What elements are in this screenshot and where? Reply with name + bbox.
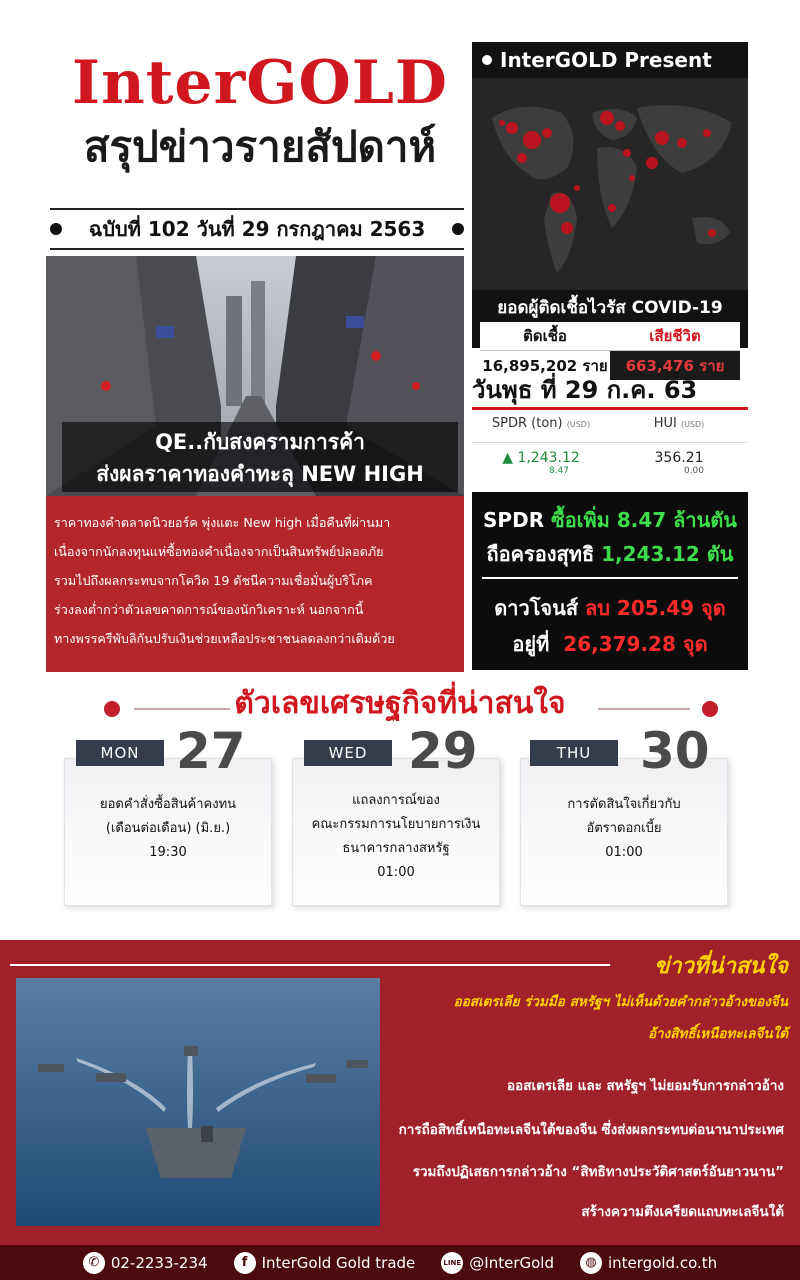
econ-card-thu (520, 758, 728, 906)
econ-card-line: การตัดสินใจเกี่ยวกับ (567, 797, 681, 812)
spdr-change: 8.47 (548, 466, 570, 476)
hui-header: HUI (USD) (653, 416, 705, 431)
bullet-icon (482, 55, 492, 65)
divider (472, 407, 748, 410)
spdr-value: 1,243.12 (517, 450, 580, 466)
story-line: ร่วงลงต่ำกว่าตัวเลขคาดการณ์ของนักวิเคราะห์ นอกจากนี้ (54, 602, 364, 617)
story-headline (62, 422, 458, 492)
footer-phone[interactable]: ✆ 02-2233-234 (83, 1252, 208, 1274)
up-arrow-icon: ▲ (502, 450, 513, 466)
divider (482, 577, 738, 579)
day-number: 27 (176, 722, 246, 780)
econ-card-line: คณะกรรมการนโยบายการเงิน (311, 817, 481, 832)
deaths-label: เสียชีวิต (610, 322, 740, 350)
news-headline-1: ออสเตรเลีย ร่วมมือ สหรัฐฯ ไม่เห็นด้วยคำกล่าวอ้างของจีน (453, 994, 788, 1010)
footer-line[interactable]: LINE @InterGold (441, 1252, 554, 1274)
econ-card-wed (292, 758, 500, 906)
story-line: เนื่องจากนักลงทุนแห่ซื้อทองคำเนื่องจากเป็นสินทรัพย์ปลอดภัย (54, 544, 384, 559)
news-body-line: การถือสิทธิ์เหนือทะเลจีนใต้ของจีน ซึ่งส่งผลกระทบต่อนานาประเทศ (398, 1122, 784, 1138)
divider (10, 964, 610, 966)
spdr-summary: SPDR ซื้อเพิ่ม 8.47 ล้านตัน (483, 508, 737, 532)
infected-label: ติดเชื้อ (480, 322, 610, 350)
hui-cell (610, 450, 748, 476)
deaths-value: 663,476 ราย (610, 350, 740, 380)
market-date: วันพุธ ที่ 29 ก.ค. 63 (472, 376, 698, 404)
covid-panel-header (472, 42, 748, 78)
day-number: 30 (640, 722, 710, 780)
econ-card-time: 01:00 (605, 845, 643, 860)
globe-icon: ◍ (580, 1252, 602, 1274)
headline-line-1: QE..กับสงครามการค้า (155, 430, 365, 454)
covid-panel (472, 42, 748, 375)
news-headline-2: อ้างสิทธิ์เหนือทะเลจีนใต้ (647, 1026, 788, 1042)
spdr-cell (472, 450, 610, 476)
econ-card-line: (เดือนต่อเดือน) (มิ.ย.) (105, 821, 231, 836)
headline-line-2: ส่งผลราคาทองคำทะลุ NEW HIGH (96, 462, 424, 486)
hui-value: 356.21 (654, 450, 704, 466)
divider (472, 442, 748, 443)
news-body-line: สร้างความตึงเครียดแถบทะเลจีนใต้ (581, 1204, 784, 1220)
issue-text: ฉบับที่ 102 วันที่ 29 กรกฎาคม 2563 (88, 217, 426, 241)
market-summary-box (472, 492, 748, 670)
intergold-logo: InterGOLD (72, 48, 448, 118)
brand-block (50, 48, 470, 176)
page-subtitle: สรุปข่าวรายสัปดาห์ (83, 122, 437, 171)
econ-card-line: อัตราดอกเบี้ย (586, 821, 662, 836)
phone-icon: ✆ (83, 1252, 105, 1274)
econ-card-mon (64, 758, 272, 906)
market-header-row (472, 416, 748, 431)
world-map-image (472, 78, 748, 290)
covid-title: ยอดผู้ติดเชื้อไวรัส COVID-19 (497, 298, 723, 318)
day-tag: WED (304, 740, 392, 766)
story-line: รวมไปถึงผลกระทบจากโควิด 19 ดัชนีความเชื่อมั่นผู้บริโภค (54, 573, 373, 588)
econ-card-line: ธนาคารกลางสหรัฐ (342, 841, 450, 856)
news-body-line: ออสเตรเลีย และ สหรัฐฯ ไม่ยอมรับการกล่าวอ้าง (507, 1078, 784, 1094)
story-line: ราคาทองคำตลาดนิวยอร์ค พุ่งแตะ New high เมื่อคืนที่ผ่านมา (54, 515, 391, 530)
econ-card-time: 01:00 (377, 865, 415, 880)
news-body-line: รวมถึงปฏิเสธการกล่าวอ้าง “สิทธิทางประวัติศาสตร์อันยาวนาน” (412, 1164, 784, 1180)
footer-facebook[interactable]: f InterGold Gold trade (234, 1252, 416, 1274)
spdr-header: SPDR (ton) (USD) (491, 416, 591, 431)
news-section-title: ข่าวที่น่าสนใจ (654, 954, 788, 979)
bullet-icon (452, 223, 464, 235)
footer-website[interactable]: ◍ intergold.co.th (580, 1252, 717, 1274)
bullet-icon (50, 223, 62, 235)
line-app-icon: LINE (441, 1252, 463, 1274)
econ-section-title: ตัวเลขเศรษฐกิจที่น่าสนใจ (234, 686, 566, 721)
story-line: ทางพรรครีพับลิกันปรับเงินช่วยเหลือประชาชนลดลงกว่าเดิมด้วย (54, 631, 395, 646)
day-number: 29 (408, 722, 478, 780)
dow-level: อยู่ที่ 26,379.28 จุด (512, 632, 708, 656)
infected-value: 16,895,202 ราย (480, 350, 610, 380)
issue-bar (50, 208, 464, 250)
story-body (46, 496, 464, 672)
holdings-summary: ถือครองสุทธิ 1,243.12 ตัน (486, 542, 734, 566)
econ-card-time: 19:30 (149, 845, 187, 860)
covid-panel-title: InterGOLD Present (500, 48, 712, 72)
facebook-icon: f (234, 1252, 256, 1274)
day-tag: THU (530, 740, 618, 766)
econ-card-line: แถลงการณ์ของ (352, 793, 440, 808)
econ-card-line: ยอดคำสั่งซื้อสินค้าคงทน (99, 797, 237, 812)
aircraft-carrier-photo (16, 978, 380, 1226)
day-tag: MON (76, 740, 164, 766)
dow-summary: ดาวโจนส์ ลบ 205.49 จุด (494, 596, 726, 620)
market-value-row (472, 450, 748, 476)
footer-bar (0, 1245, 800, 1280)
hui-change: 0.00 (683, 466, 705, 476)
